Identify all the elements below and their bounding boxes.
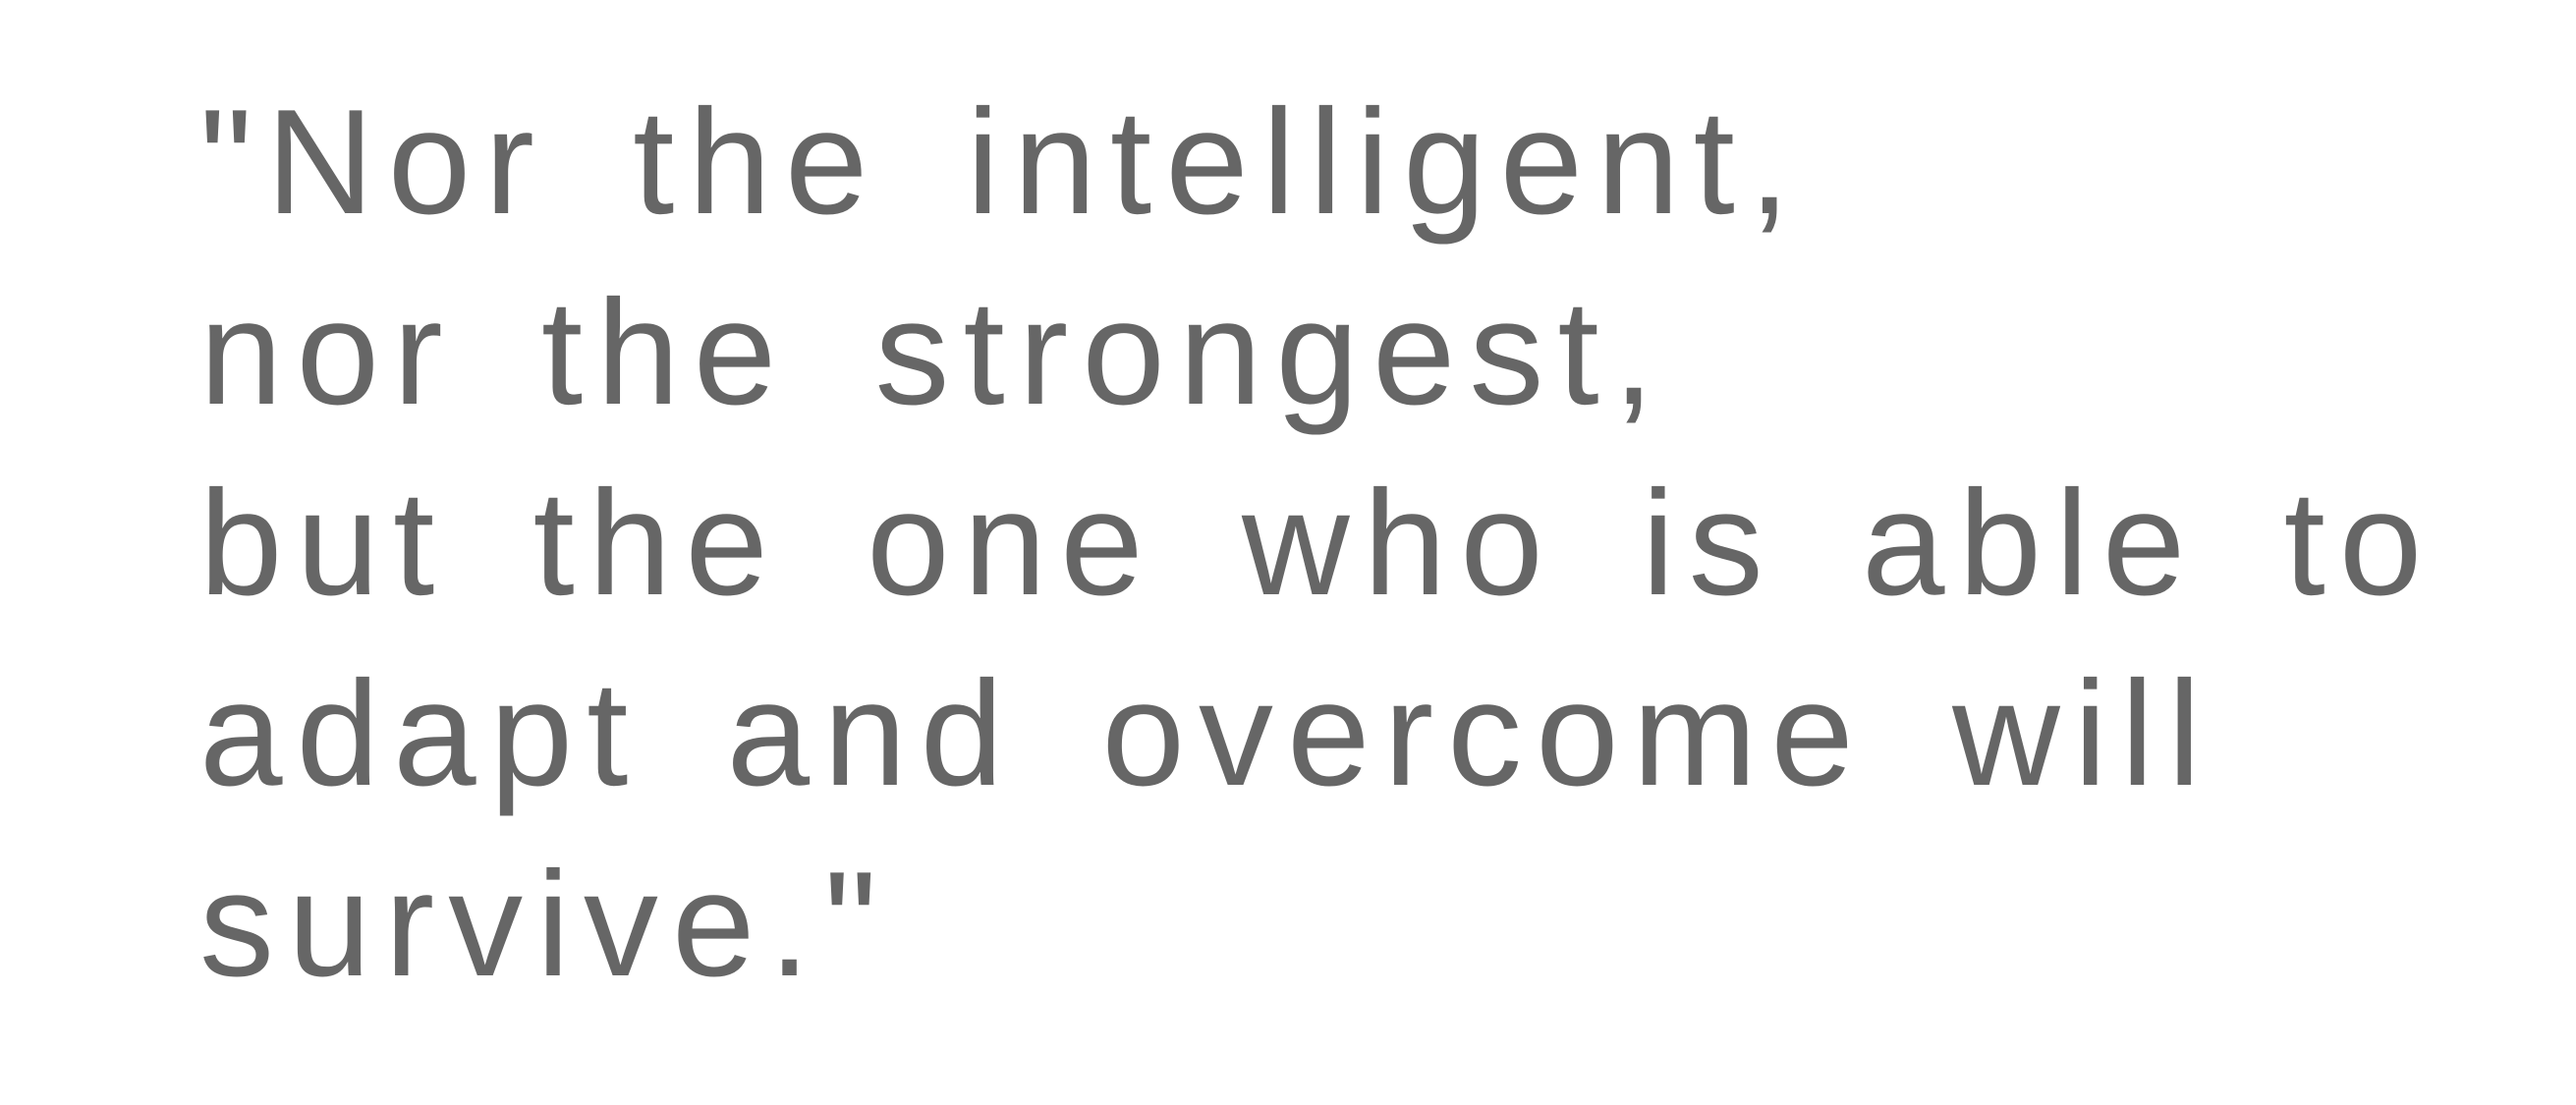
quote-line-5: survive.": [199, 841, 891, 1008]
quote-line-2: nor the strongest,: [199, 269, 1668, 436]
quote-line-3: but the one who is able to: [199, 460, 2436, 627]
quote-line-4: adapt and overcome will: [199, 650, 2215, 817]
quote-line-1: "Nor the intelligent,: [199, 79, 1805, 246]
quote-text: [199, 67, 2538, 1020]
